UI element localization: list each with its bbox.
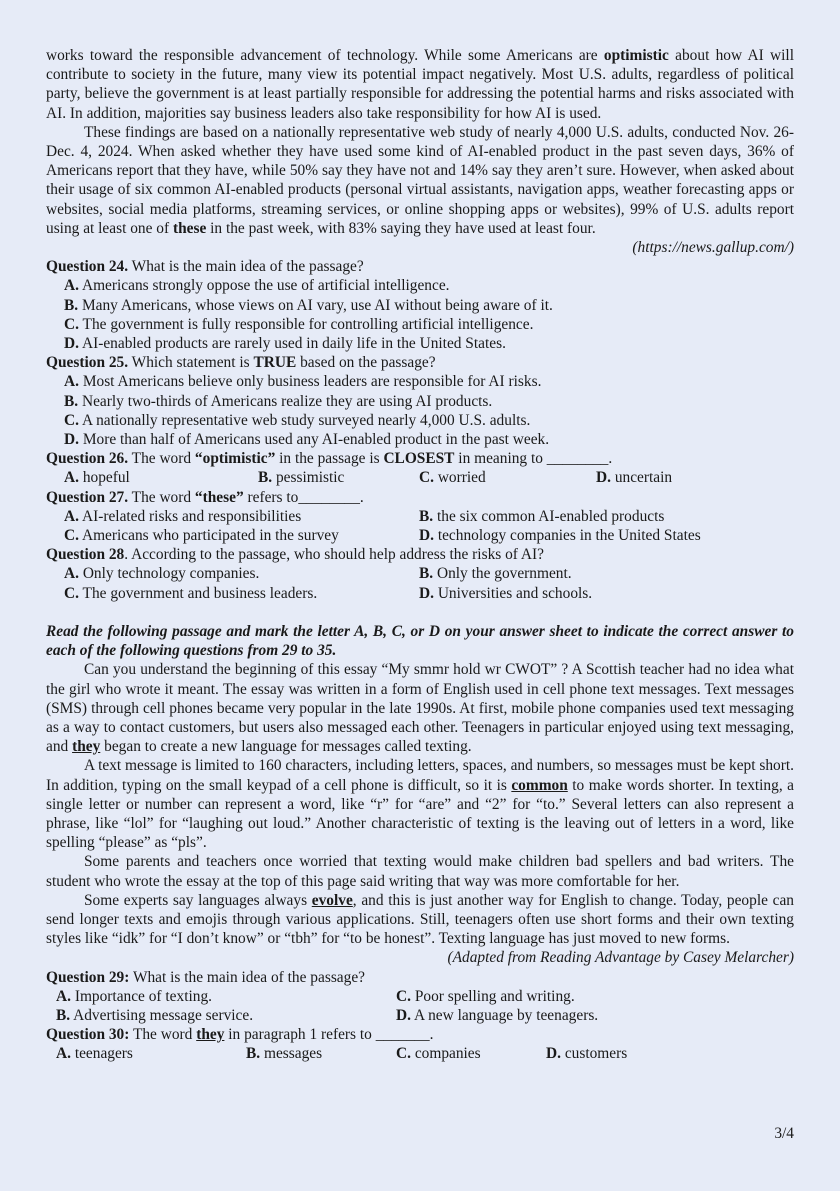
passage1-paragraph1: [46, 46, 794, 123]
text-run: These findings are based on a nationally representative web study of nearly 4,000 U.S. adults, conducted Nov. 26-Dec. 4, 2024. When asked whether they have used some kind of AI-enabled product in the past seven days, 36% of Americans report that they have, while 50% say they have not and 14% say they aren’t sure. However, when asked about their usage of six common AI-enabled products (personal virtual assistants, navigation apps, weather forecasting apps or websites, social media platforms, streaming services, or online shopping apps or websites), 99% of U.S. adults report using at least one of: [46, 123, 794, 237]
options-row: [46, 507, 794, 526]
option-a[interactable]: A. hopeful: [64, 469, 130, 487]
option-b[interactable]: B. pessimistic: [258, 469, 345, 487]
question-number: Question 30:: [46, 1026, 130, 1044]
option-a[interactable]: A. Most Americans believe only business leaders are responsible for AI risks.: [64, 373, 542, 391]
question-27: Question 27. The word “these” refers to________. A. AI-related risks and responsibilities B. the six common AI-enabled products C. Americans who participated in the survey D. technology companies in the United States: [46, 488, 794, 546]
question-number: Question 26.: [46, 450, 129, 468]
question-29: Question 29: What is the main idea of the passage? A. Importance of texting. C. Poor spelling and writing. B. Advertising message service. D. A new language by teenagers.: [46, 968, 794, 1026]
option-d[interactable]: D. More than half of Americans used any AI-enabled product in the past week.: [64, 431, 550, 449]
option-c[interactable]: C. companies: [396, 1045, 481, 1063]
question-30: Question 30: The word they in paragraph 1 refers to _______. A. teenagers B. messages C. companies D. customers: [46, 1025, 794, 1063]
options-row: [46, 1006, 794, 1025]
passage2-paragraph3: Some parents and teachers once worried that texting would make children bad spellers and bad writers. The student who wrote the essay at the top of this page said writing that way was more comfortable for her.: [46, 853, 794, 890]
option-c[interactable]: C. worried: [419, 469, 486, 487]
option-c[interactable]: C. The government is fully responsible for controlling artificial intelligence.: [64, 315, 534, 333]
question-number: Question 29:: [46, 968, 130, 986]
option-b[interactable]: B. Nearly two-thirds of Americans realize they are using AI products.: [64, 392, 493, 410]
question-number: Question 25.: [46, 354, 129, 372]
option-b[interactable]: B. Only the government.: [419, 565, 572, 583]
question-28: Question 28. According to the passage, who should help address the risks of AI? A. Only technology companies. B. Only the government. C. The government and business leaders. D. Universities and schools.: [46, 545, 794, 603]
text-run: about how AI will contribute to society in the future, many view its potential impact negatively. Most U.S. adults, regardless of political party, believe the government is at least partially responsible for addressing the potential harms and risks associated with AI. In addition, majorities say business leaders also take responsibility for how AI is used.: [46, 47, 794, 122]
passage1-source: (https://news.gallup.com/): [632, 239, 794, 257]
question-number: Question 24.: [46, 258, 129, 276]
passage2-paragraph4: Some experts say languages always evolve, and this is just another way for English to change. Today, people can send longer texts and emojis through various applications. Still, teenagers often use short forms and their own texting styles like “idk” for “I don’t know” or “tbh” for “to be honest”. Texting language has just moved to new forms.: [46, 891, 794, 948]
keyword-they: they: [72, 738, 101, 756]
option-d[interactable]: D. customers: [546, 1045, 628, 1063]
passage2-paragraph1: Can you understand the beginning of this essay “My smmr hold wr CWOT” ? A Scottish teacher had no idea what the girl who wrote it meant. The essay was written in a form of English used in cell phone text messages. Text messages (SMS) through cell phones became very popular in the late 1990s. At first, mobile phone companies used text messaging as a way to contact customers, but users also messaged each other. Teenagers in particular enjoyed using text messaging, and they began to create a new language for messages called texting.: [46, 661, 794, 756]
text-run: in the past week, with 83% saying they have used at least four.: [206, 219, 596, 237]
option-a[interactable]: A. Importance of texting.: [56, 987, 213, 1005]
option-b[interactable]: B. Advertising message service.: [56, 1006, 254, 1024]
options-row: [46, 987, 794, 1006]
keyword-optimistic: optimistic: [603, 47, 669, 64]
option-d[interactable]: D. A new language by teenagers.: [396, 1006, 599, 1024]
option-d[interactable]: D. AI-enabled products are rarely used in daily life in the United States.: [64, 335, 506, 353]
passage1-paragraph2: [46, 123, 794, 238]
passage2-paragraph2: A text message is limited to 160 characters, including letters, spaces, and numbers, so messages must be kept short. In addition, typing on the small keypad of a cell phone is difficult, so it is common to make words shorter. In texting, a single letter or number can represent a word, like “r” for “are” and “2” for “to.” Several letters can also represent a phrase, like “lol” for “laughing out loud.” Another characteristic of texting is the leaving out of letters in a word, like spelling “please” as “pls”.: [46, 757, 794, 852]
option-d[interactable]: D. technology companies in the United States: [419, 527, 701, 545]
option-a[interactable]: A. Only technology companies.: [64, 565, 260, 583]
keyword-evolve: evolve: [311, 891, 353, 909]
options-row: [46, 468, 794, 487]
option-c[interactable]: C. Poor spelling and writing.: [396, 987, 575, 1005]
options-row: [46, 526, 794, 545]
option-b[interactable]: B. the six common AI-enabled products: [419, 507, 665, 525]
option-b[interactable]: B. Many Americans, whose views on AI vary, use AI without being aware of it.: [64, 296, 553, 314]
option-d[interactable]: D. Universities and schools.: [419, 584, 593, 602]
page-number: 3/4: [774, 1125, 794, 1142]
options-row: [46, 564, 794, 583]
option-c[interactable]: C. The government and business leaders.: [64, 584, 318, 602]
keyword-these: these: [172, 219, 207, 237]
text-run: works toward the responsible advancement of technology. While some Americans are: [46, 47, 604, 64]
question-24: [46, 257, 794, 353]
option-a[interactable]: A. AI-related risks and responsibilities: [64, 507, 302, 525]
question-number: Question 27.: [46, 488, 129, 506]
option-d[interactable]: D. uncertain: [596, 469, 673, 487]
question-25: Question 25. Which statement is TRUE based on the passage? A. Most Americans believe only business leaders are responsible for AI risks. B. Nearly two-thirds of Americans realize they are using AI products. C. A nationally representative web study surveyed nearly 4,000 U.S. adults. D. More than half of Americans used any AI-enabled product in the past week.: [46, 353, 794, 449]
question-text: What is the main idea of the passage?: [128, 258, 364, 276]
passage2-source: (Adapted from Reading Advantage by Casey Melarcher): [447, 949, 794, 967]
question-number: Question 28: [46, 546, 125, 564]
options-row: [46, 584, 794, 603]
option-b[interactable]: B. messages: [246, 1045, 323, 1063]
option-a[interactable]: A. teenagers: [56, 1045, 133, 1063]
options-row: [46, 1044, 794, 1063]
instruction: Read the following passage and mark the letter A, B, C, or D on your answer sheet to indicate the correct answer to each of the following questions from 29 to 35.: [46, 622, 794, 660]
keyword-common: common: [511, 776, 568, 794]
option-c[interactable]: C. A nationally representative web study surveyed nearly 4,000 U.S. adults.: [64, 411, 531, 429]
option-a[interactable]: A. Americans strongly oppose the use of artificial intelligence.: [64, 277, 450, 295]
question-26: Question 26. The word “optimistic” in the passage is CLOSEST in meaning to ________. A. hopeful B. pessimistic C. worried D. uncertain: [46, 449, 794, 487]
option-c[interactable]: C. Americans who participated in the survey: [64, 527, 339, 545]
